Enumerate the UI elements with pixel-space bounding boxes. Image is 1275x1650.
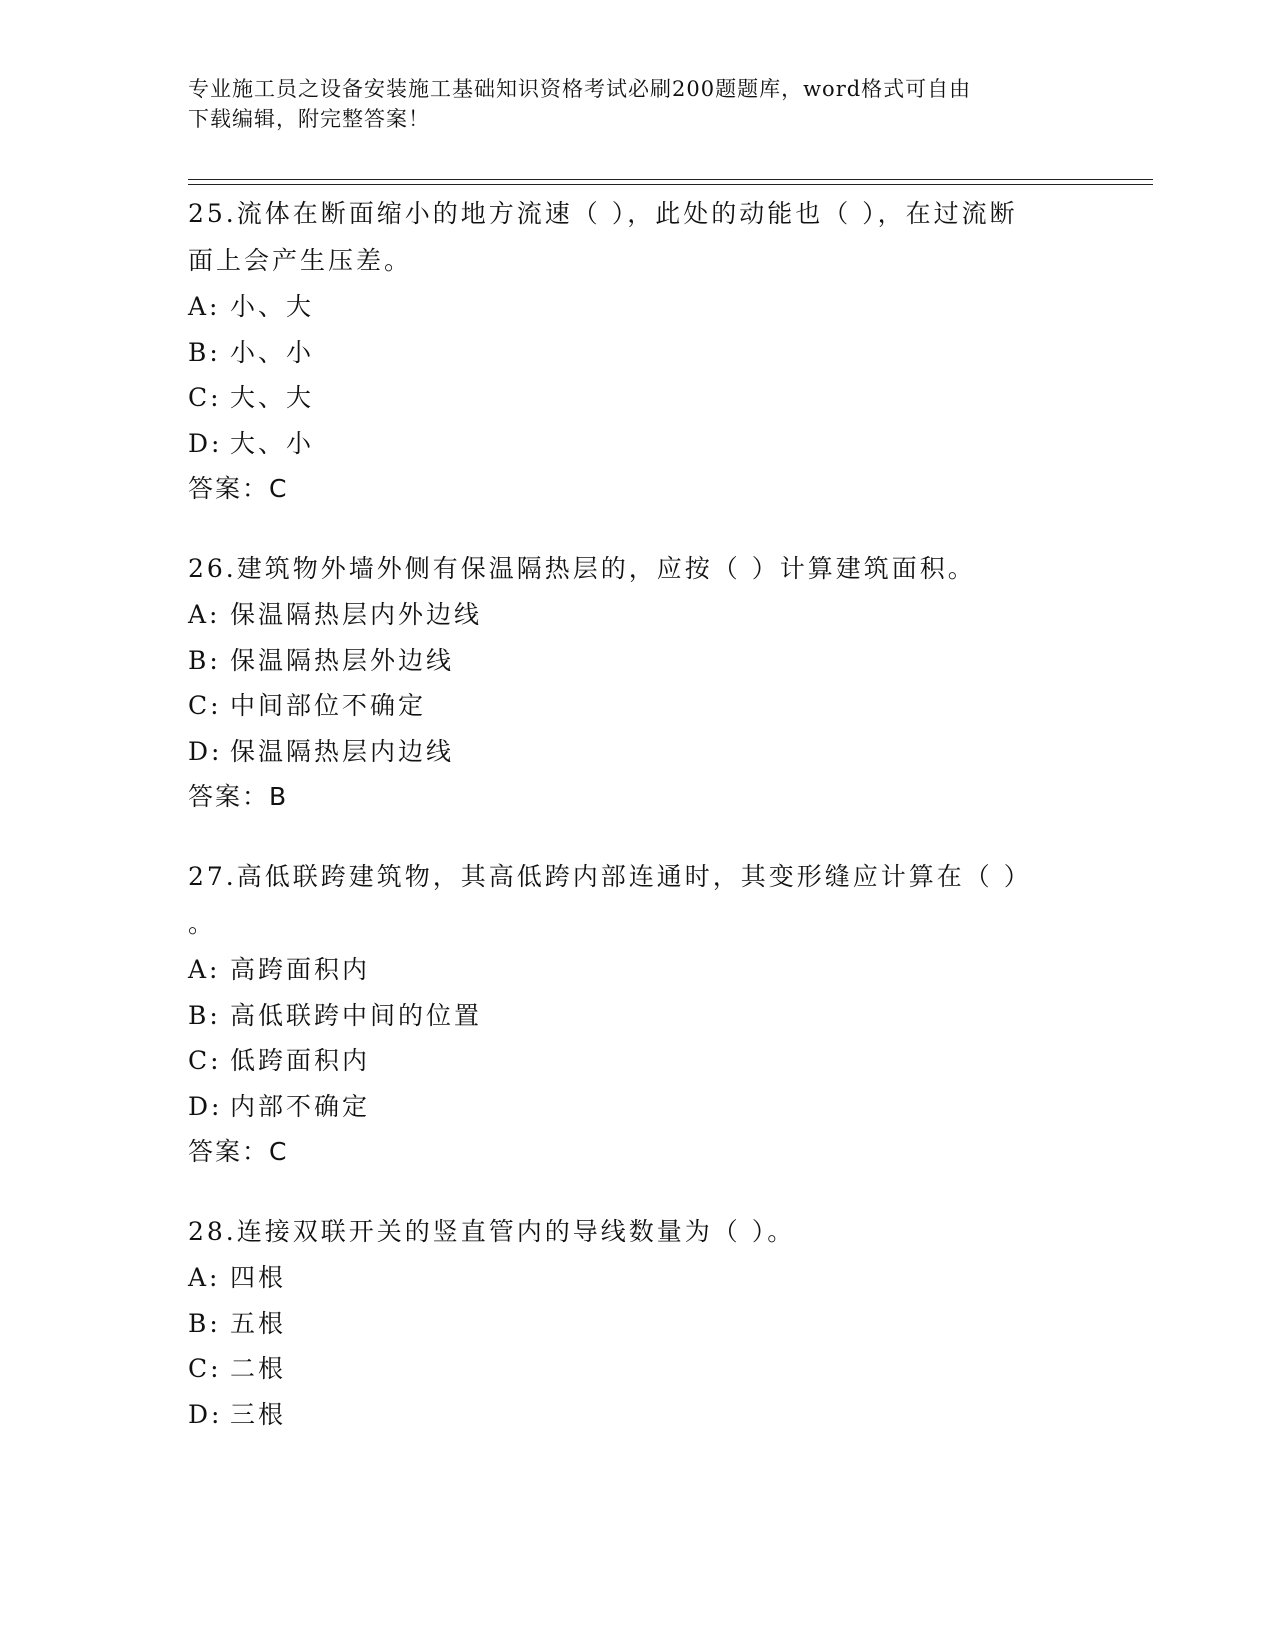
option-letter: A: [188, 1263, 221, 1292]
option-letter: C: [188, 383, 222, 412]
option-text: 二根 [230, 1354, 287, 1383]
answer-option [188, 683, 1088, 729]
option-letter: B: [188, 645, 221, 675]
answer-key: 答案：C [188, 474, 289, 503]
option-text: 大、小 [230, 428, 315, 458]
option-letter: C: [188, 1354, 222, 1383]
option-text: 低跨面积内 [230, 1046, 371, 1075]
header-line-1: 专业施工员之设备安装施工基础知识资格考试必刷200题题库，word格式可自由 [188, 77, 972, 101]
answer-option [188, 1301, 1088, 1347]
answer-option [188, 375, 1088, 421]
question-stem-line: 26.建筑物外墙外侧有保温隔热层的，应按（ ）计算建筑面积。 [188, 554, 976, 583]
question-block [188, 190, 1088, 511]
question-stem-line: 。 [188, 909, 217, 938]
answer-key: 答案：C [188, 1137, 289, 1166]
question-block [188, 545, 1088, 819]
option-text: 四根 [230, 1263, 287, 1292]
answer-option [188, 1255, 1088, 1301]
question-block [188, 853, 1088, 1174]
answer-option [188, 1392, 1088, 1438]
option-text: 小、小 [230, 337, 315, 367]
answer-option [188, 1084, 1088, 1130]
header-rule-bottom [188, 184, 1153, 185]
answer-option [188, 729, 1088, 775]
option-text: 中间部位不确定 [230, 691, 427, 720]
option-letter: C: [188, 691, 222, 720]
question-stem-line: 面上会产生压差。 [188, 246, 413, 275]
answer-option [188, 1038, 1088, 1084]
answer-option [188, 638, 1088, 684]
option-text: 内部不确定 [230, 1091, 371, 1121]
option-text: 保温隔热层内外边线 [230, 600, 483, 629]
option-letter: D: [188, 428, 223, 458]
answer-option [188, 993, 1088, 1039]
option-letter: A: [188, 600, 221, 629]
question-stem-line: 28.连接双联开关的竖直管内的导线数量为（ ）。 [188, 1217, 796, 1246]
option-letter: D: [188, 1091, 223, 1121]
answer-option [188, 330, 1088, 376]
question-block [188, 1208, 1088, 1437]
option-text: 大、大 [230, 383, 315, 412]
question-stem-line: 27.高低联跨建筑物，其高低跨内部连通时，其变形缝应计算在（ ） [188, 862, 1032, 891]
answer-key: 答案：B [188, 782, 289, 811]
answer-option [188, 421, 1088, 467]
answer-option [188, 284, 1088, 330]
option-letter: A: [188, 292, 221, 321]
answer-option [188, 947, 1088, 993]
option-text: 保温隔热层内边线 [230, 736, 455, 766]
option-text: 三根 [230, 1399, 287, 1429]
question-stem-line: 25.流体在断面缩小的地方流速（ ），此处的动能也（ ），在过流断 [188, 199, 1018, 228]
header-rule-top [188, 179, 1153, 180]
option-text: 小、大 [230, 292, 315, 321]
option-letter: B: [188, 1000, 221, 1030]
document-header [188, 74, 1068, 134]
option-text: 保温隔热层外边线 [230, 645, 455, 675]
option-text: 高跨面积内 [230, 955, 371, 984]
question-list [188, 190, 1088, 1471]
option-letter: C: [188, 1046, 222, 1075]
option-letter: D: [188, 1399, 223, 1429]
answer-option [188, 592, 1088, 638]
option-letter: B: [188, 1308, 221, 1338]
option-letter: D: [188, 736, 223, 766]
header-line-2: 下载编辑，附完整答案！ [188, 107, 430, 131]
option-letter: A: [188, 955, 221, 984]
option-text: 五根 [230, 1308, 287, 1338]
option-letter: B: [188, 337, 221, 367]
option-text: 高低联跨中间的位置 [230, 1000, 483, 1030]
answer-option [188, 1346, 1088, 1392]
